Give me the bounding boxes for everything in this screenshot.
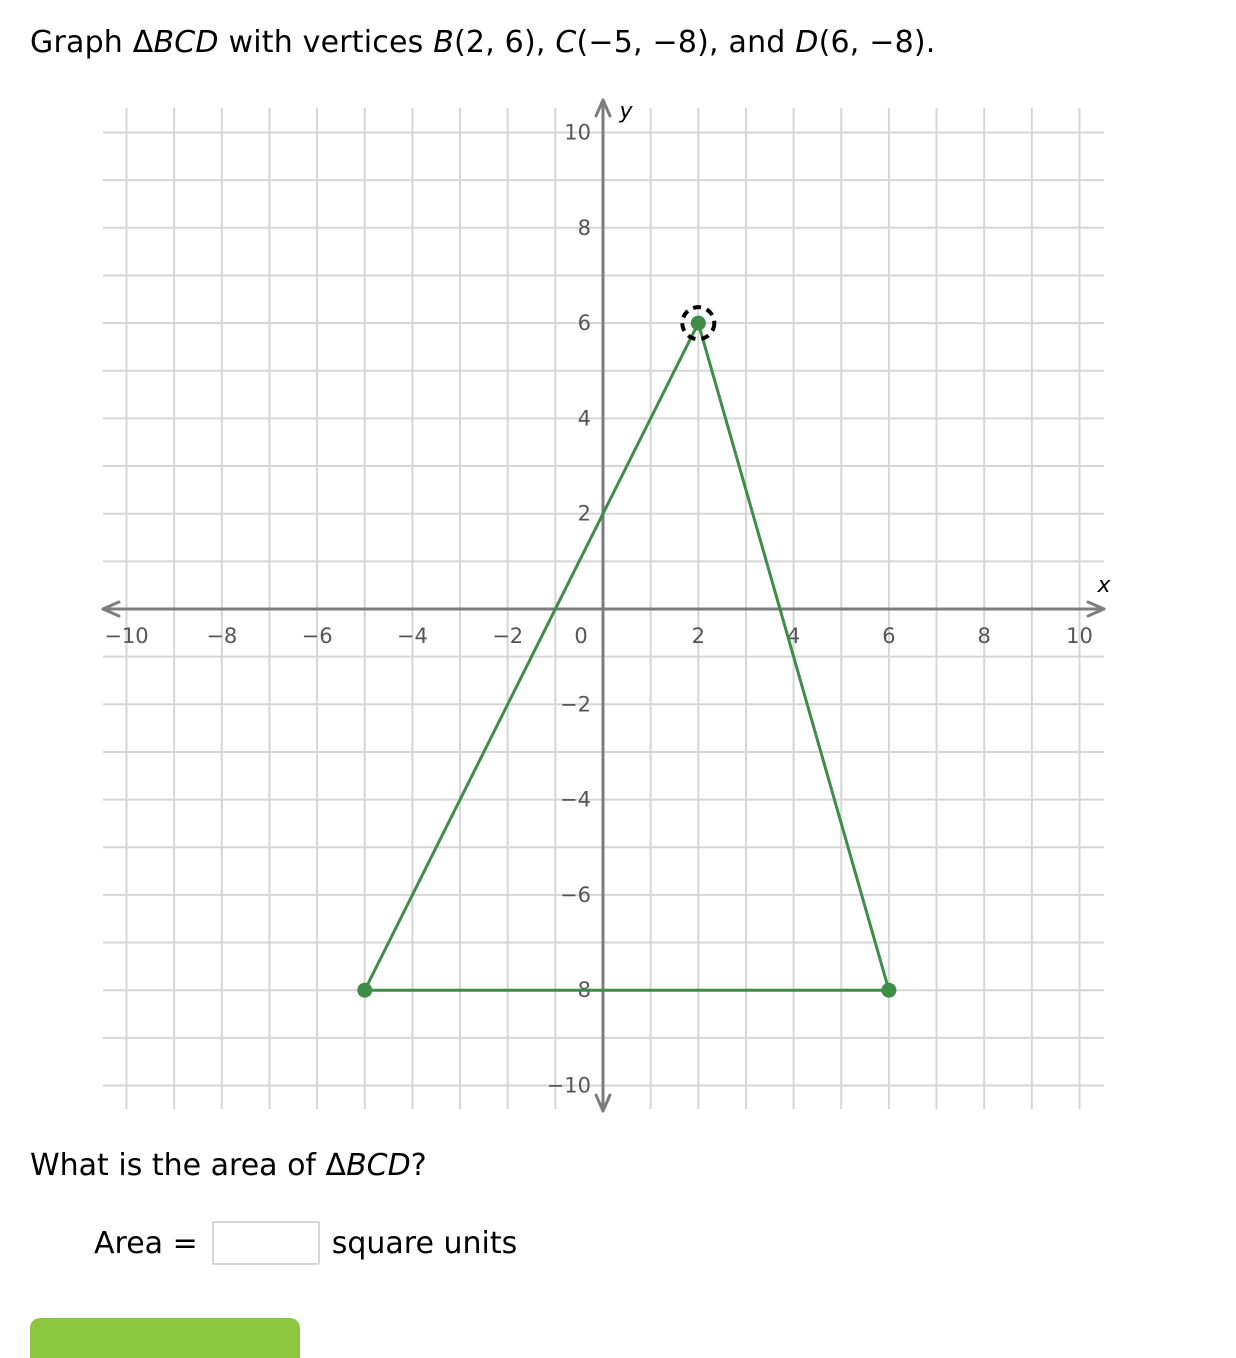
prompt-vertex-b-coords: (2, 6), — [454, 25, 556, 60]
y-tick-label: 8 — [577, 215, 591, 240]
x-tick-label: 4 — [786, 624, 801, 648]
prompt-lead: Graph — [30, 25, 133, 60]
prompt-vertex-d-name: D — [795, 25, 819, 60]
y-tick-label: 6 — [577, 311, 591, 336]
prompt-triangle-symbol: Δ — [132, 25, 154, 60]
x-tick-label: 6 — [882, 624, 896, 648]
y-tick-label: −8 — [560, 978, 591, 1003]
x-tick-label: −4 — [396, 624, 428, 648]
prompt-vertex-c-coords: (−5, −8), and — [576, 25, 796, 60]
x-tick-label: −6 — [301, 624, 333, 648]
vertex-b-point[interactable] — [691, 316, 706, 331]
y-tick-label: −10 — [546, 1073, 591, 1098]
units-label: square units — [331, 1225, 518, 1261]
y-tick-label: 10 — [564, 120, 591, 145]
y-tick-label: −6 — [560, 882, 591, 907]
area-question — [30, 1145, 427, 1187]
vertex-d-point[interactable] — [881, 983, 896, 998]
x-tick-label: 2 — [691, 624, 705, 648]
question-triangle-name: BCD — [346, 1148, 411, 1183]
submit-button[interactable] — [30, 1318, 300, 1358]
y-axis-label: y — [619, 99, 633, 124]
x-tick-label: −2 — [492, 624, 524, 648]
y-tick-label: −4 — [560, 787, 591, 812]
x-tick-label: 10 — [1066, 624, 1093, 648]
question-triangle-symbol: Δ — [325, 1148, 347, 1183]
vertex-c-point[interactable] — [357, 983, 372, 998]
area-label: Area = — [94, 1225, 198, 1261]
prompt-vertex-d-coords: (6, −8). — [818, 25, 936, 60]
x-tick-label: −10 — [104, 624, 149, 648]
y-tick-label: 4 — [577, 406, 591, 431]
y-tick-label: 2 — [577, 501, 591, 526]
prompt-with: with vertices — [218, 25, 434, 60]
area-input[interactable] — [212, 1221, 320, 1265]
question-lead: What is the area of — [30, 1148, 326, 1183]
question-end: ? — [410, 1148, 427, 1183]
area-answer-row — [94, 1220, 517, 1266]
prompt-triangle-name: BCD — [153, 25, 219, 60]
prompt-vertex-c-name: C — [555, 25, 577, 60]
x-tick-label: 0 — [574, 624, 588, 648]
y-tick-label: −2 — [560, 692, 591, 717]
prompt-vertex-b-name: B — [433, 25, 454, 60]
x-tick-label: 8 — [977, 624, 991, 648]
x-axis-label: x — [1097, 573, 1111, 598]
x-tick-label: −8 — [206, 624, 238, 648]
axes — [103, 99, 1111, 1111]
